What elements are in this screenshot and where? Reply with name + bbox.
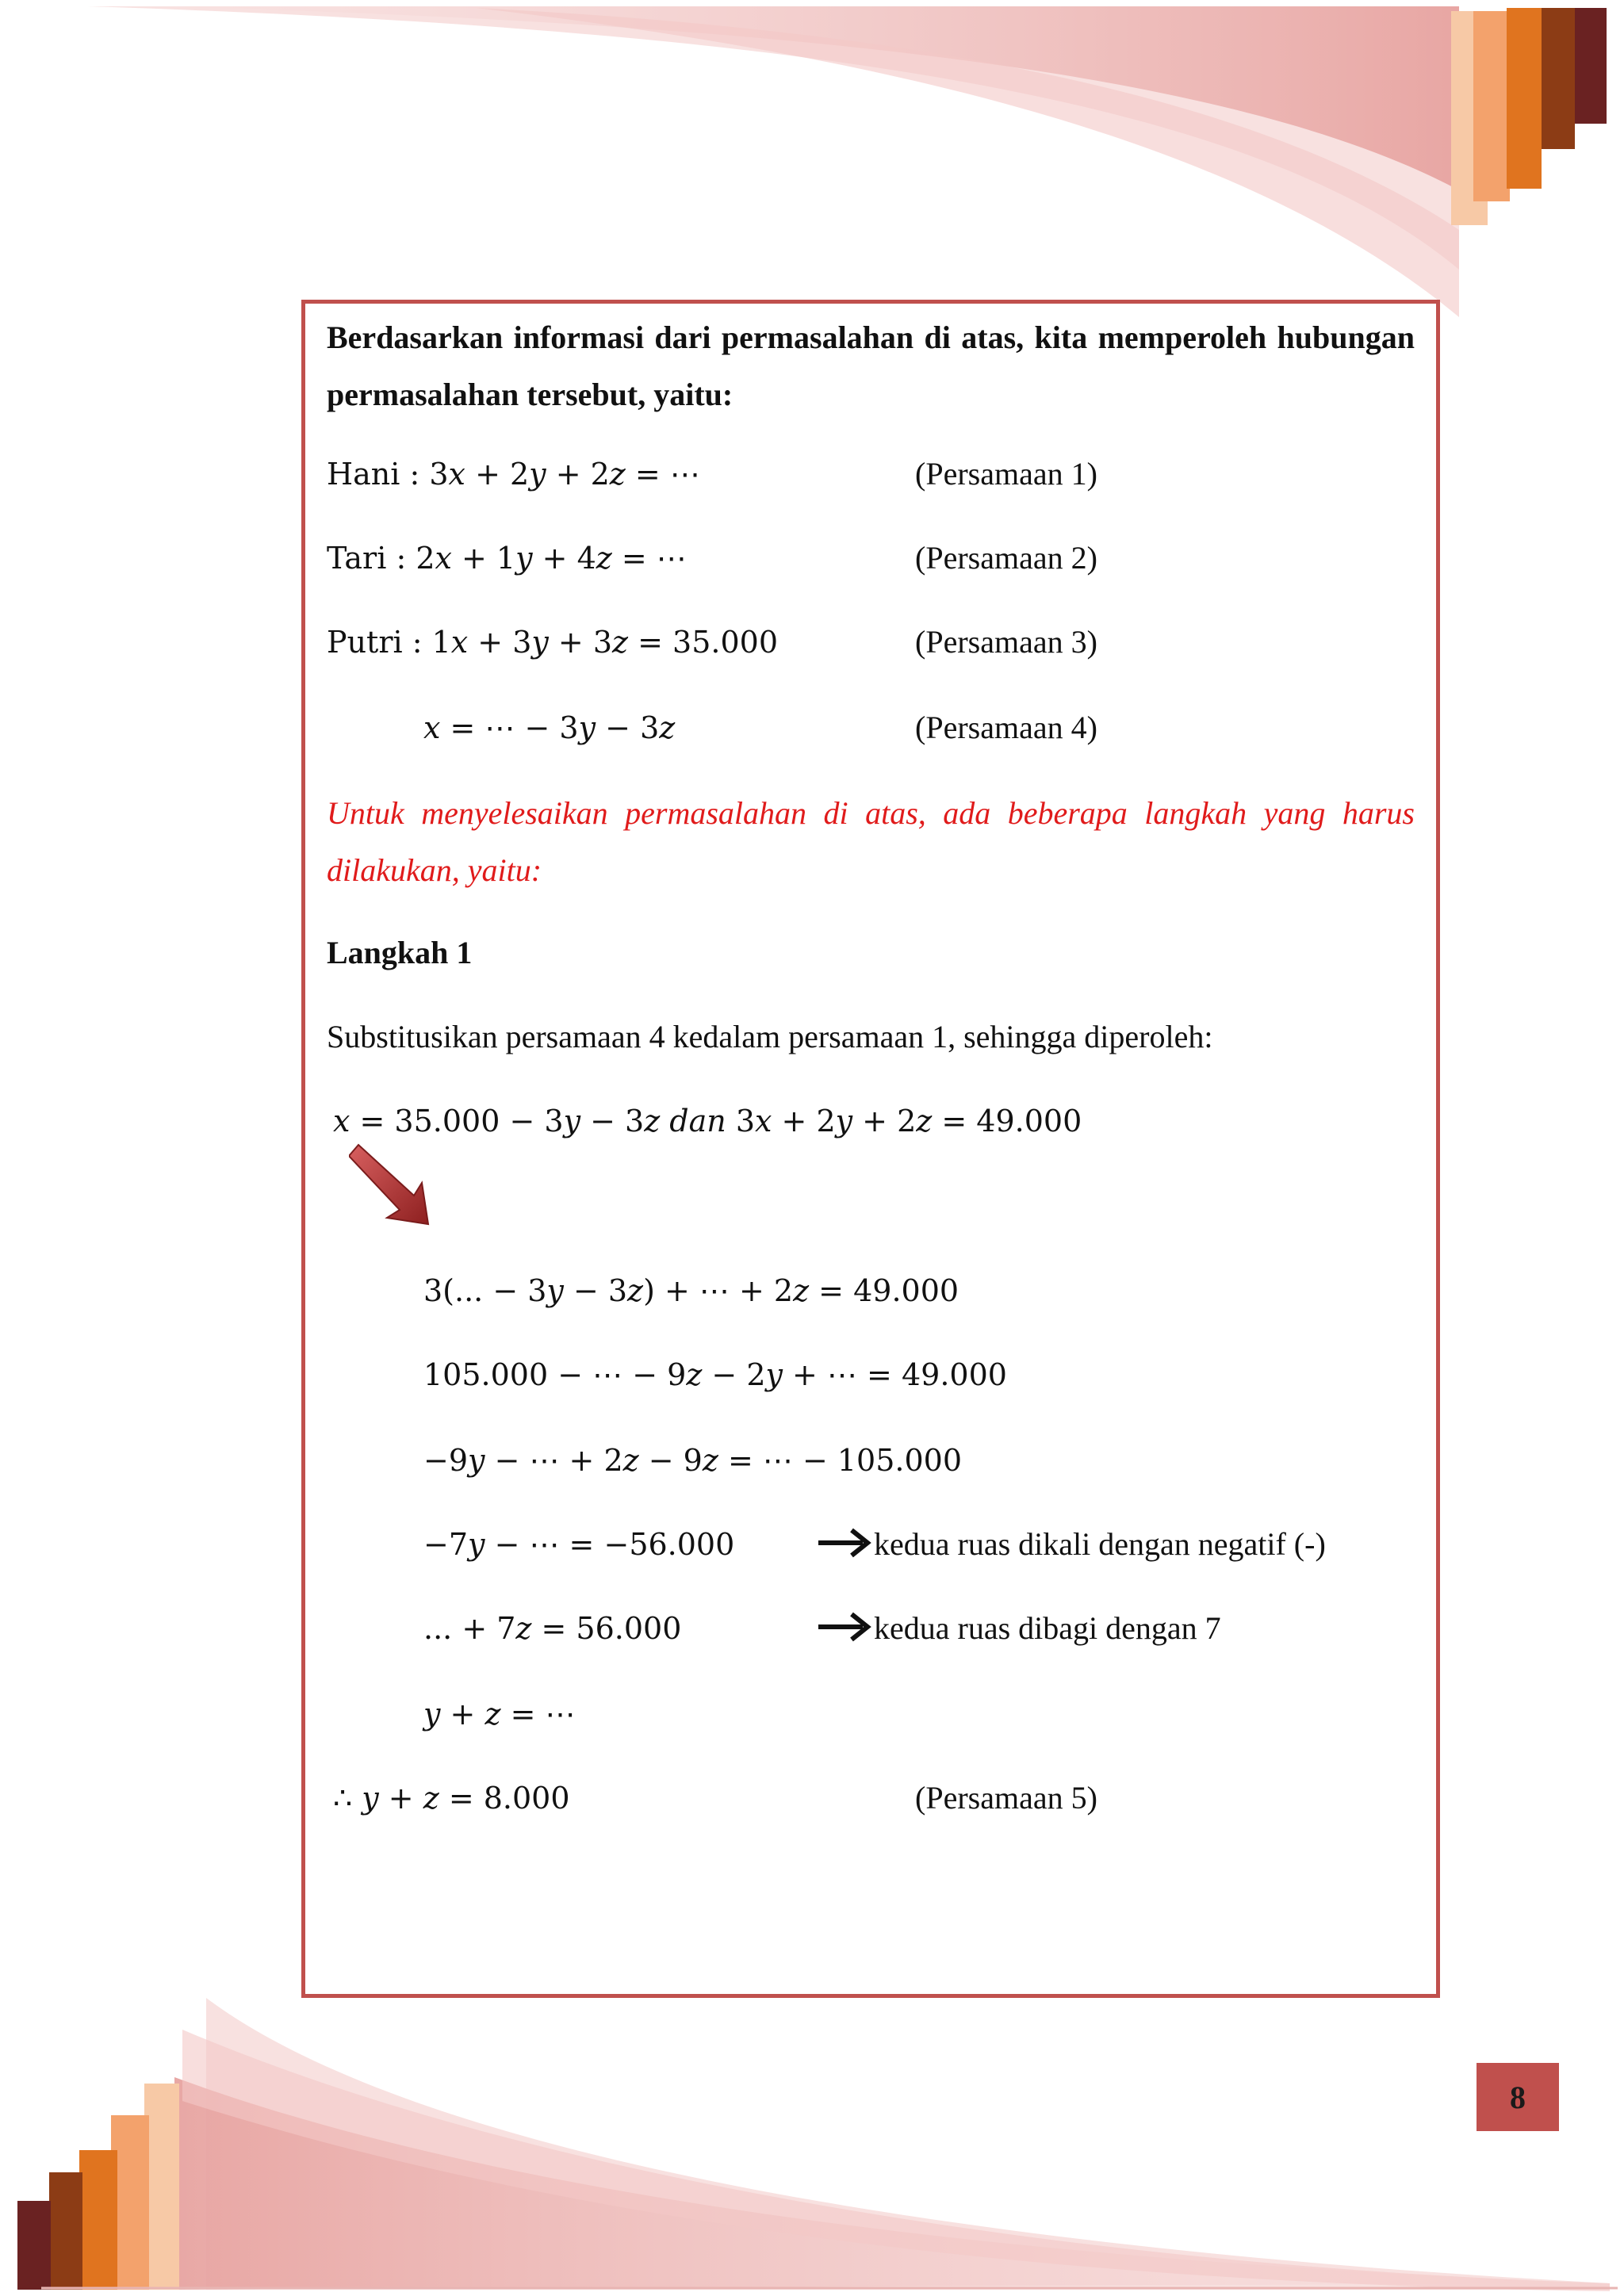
work-line-6: 𝑦 + 𝑧 = ⋯: [423, 1697, 576, 1732]
work-line-1: 3(... − 3𝑦 − 3𝑧) + ⋯ + 2𝑧 = 49.000: [423, 1273, 959, 1308]
equation-2-tag: (Persamaan 2): [915, 540, 1097, 576]
work-line-4: −7𝑦 − ⋯ = −56.000: [423, 1527, 735, 1562]
equation-3: Putri : 1𝑥 + 3𝑦 + 3𝑧 = 35.000: [327, 625, 778, 660]
work-line-2: 105.000 − ⋯ − 9𝑧 − 2𝑦 + ⋯ = 49.000: [423, 1357, 1007, 1392]
diagonal-arrow-icon: [349, 1142, 436, 1229]
work-line-3: −9𝑦 − ⋯ + 2𝑧 − 9𝑧 = ⋯ − 105.000: [423, 1443, 963, 1478]
note-1: kedua ruas dikali dengan negatif (-): [874, 1526, 1326, 1562]
equation-3-tag: (Persamaan 3): [915, 624, 1097, 660]
intro-paragraph: Berdasarkan informasi dari permasalahan di atas, kita memperoleh hubungan permasalahan tersebut, yaitu:: [327, 320, 1415, 412]
page-number: 8: [1477, 2063, 1559, 2131]
work-line-5: ... + 7𝑧 = 56.000: [423, 1611, 682, 1646]
right-arrow-icon: [817, 1525, 874, 1560]
step-title: Langkah 1: [327, 935, 473, 970]
result-tag: (Persamaan 5): [915, 1780, 1097, 1816]
note-2: kedua ruas dibagi dengan 7: [874, 1610, 1221, 1646]
step-text: Substitusikan persamaan 4 kedalam persamaan 1, sehingga diperoleh:: [327, 1019, 1213, 1054]
equation-1-tag: (Persamaan 1): [915, 456, 1097, 492]
equation-2: Tari : 2𝑥 + 1𝑦 + 4𝑧 = ⋯: [327, 541, 687, 576]
substitution-line: 𝑥 = 35.000 − 3𝑦 − 3𝑧 𝑑𝑎𝑛 3𝑥 + 2𝑦 + 2𝑧 = 49.000: [333, 1104, 1082, 1138]
instruction-paragraph: Untuk menyelesaikan permasalahan di atas, ada beberapa langkah yang harus dilakukan, yaitu:: [327, 795, 1415, 888]
equation-4: 𝑥 = ⋯ − 3𝑦 − 3𝑧: [423, 710, 676, 745]
equation-1: Hani : 3𝑥 + 2𝑦 + 2𝑧 = ⋯: [327, 457, 700, 492]
result-line: ∴ 𝑦 + 𝑧 = 8.000: [333, 1781, 570, 1816]
equation-4-tag: (Persamaan 4): [915, 710, 1097, 745]
right-arrow-icon: [817, 1609, 874, 1644]
